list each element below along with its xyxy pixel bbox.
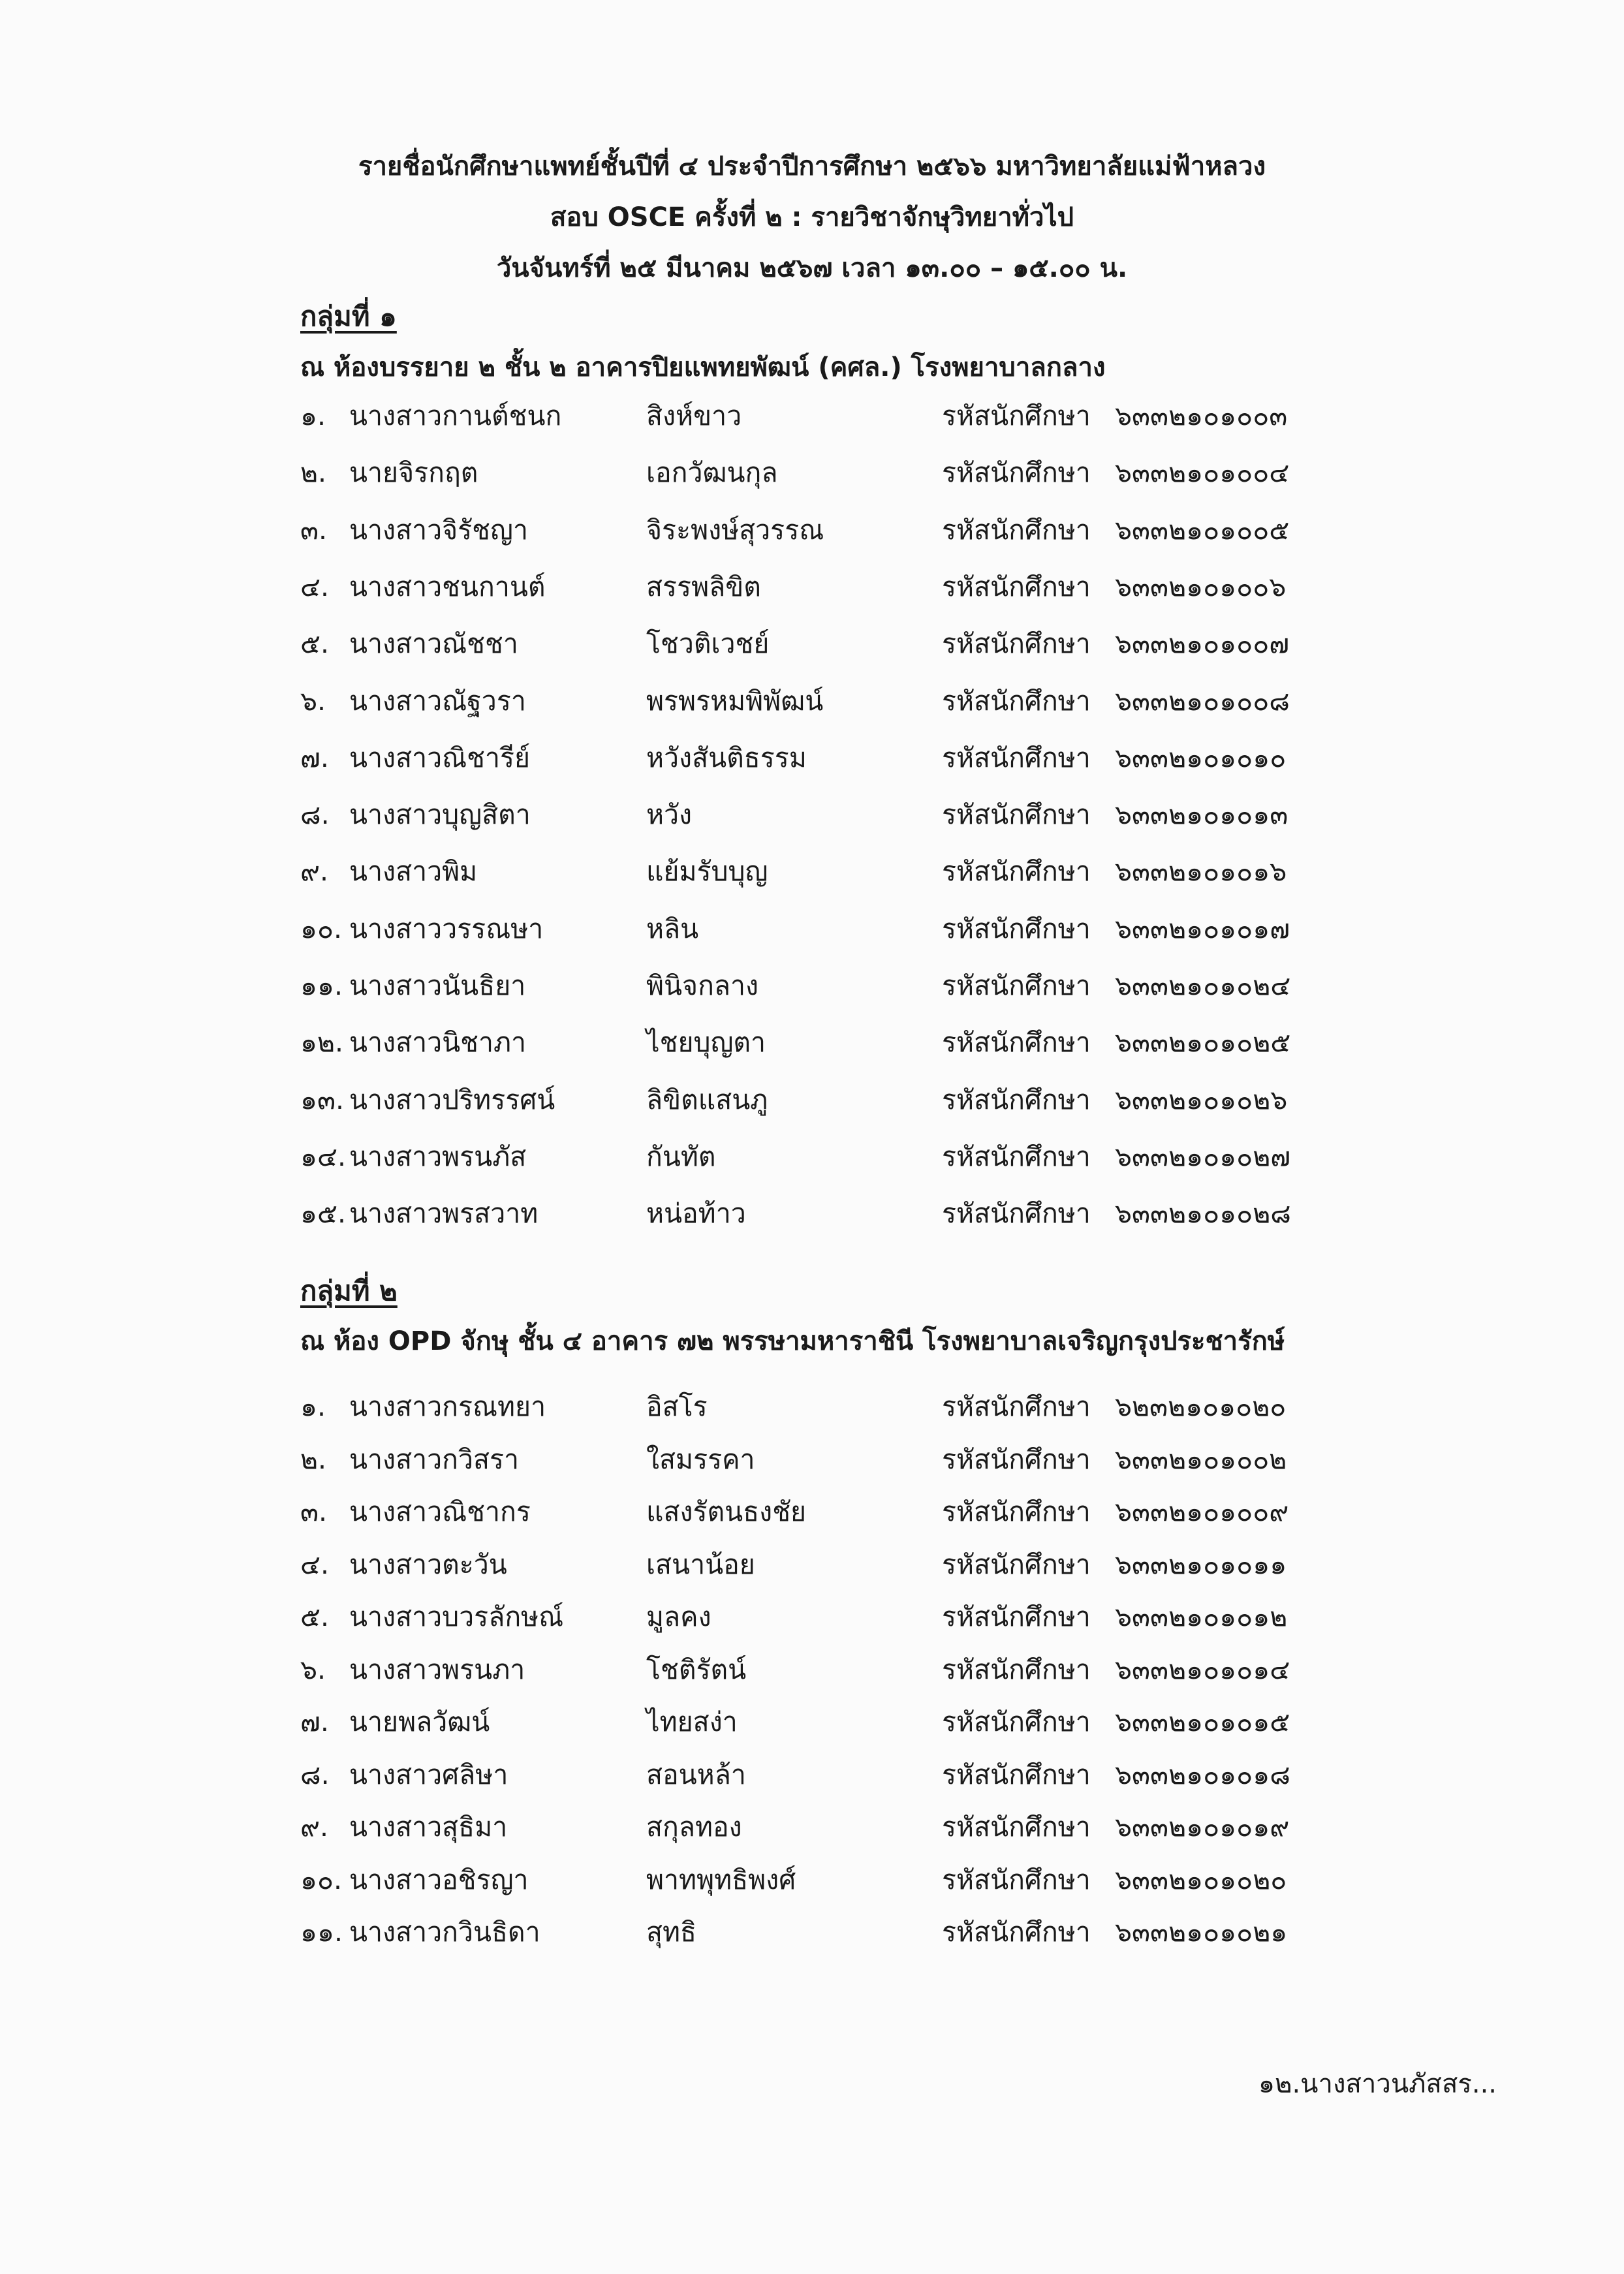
student-id-label: รหัสนักศึกษา: [942, 457, 1091, 489]
student-number: ๕.: [300, 628, 330, 660]
student-first-name: นางสาวณัชชา: [349, 628, 518, 660]
student-id-label: รหัสนักศึกษา: [942, 628, 1091, 660]
student-last-name: โชติรัตน์: [646, 1653, 747, 1685]
student-number: ๗.: [300, 1706, 329, 1737]
student-first-name: นางสาวกวิสรา: [349, 1443, 520, 1475]
student-number: ๑๑.: [300, 970, 343, 1001]
student-first-name: นางสาวกรณทยา: [349, 1391, 546, 1422]
student-row: [0, 1596, 1624, 1648]
student-row: [0, 737, 1624, 789]
student-id-label: รหัสนักศึกษา: [942, 1601, 1091, 1632]
student-last-name: ไทยสง่า: [646, 1706, 738, 1737]
student-id: ๖๓๓๒๑๐๑๐๐๒: [1115, 1443, 1287, 1475]
student-first-name: นางสาวสุธิมา: [349, 1811, 508, 1843]
student-number: ๔.: [300, 1548, 330, 1580]
student-number: ๒.: [300, 457, 327, 489]
student-number: ๑.: [300, 400, 326, 431]
group-1-location: ณ ห้องบรรยาย ๒ ชั้น ๒ อาคารปิยแพทยพัฒน์ (คศล.) โรงพยาบาลกลาง: [300, 352, 1106, 382]
student-row: [0, 1136, 1624, 1188]
student-last-name: หวังสันติธรรม: [646, 741, 807, 773]
student-last-name: พรพรหมพิพัฒน์: [646, 685, 824, 717]
student-id: ๖๓๓๒๑๐๑๐๒๗: [1115, 1140, 1291, 1172]
student-first-name: นางสาวพรนภา: [349, 1653, 525, 1685]
student-number: ๑๐.: [300, 912, 343, 944]
student-id: ๖๓๓๒๑๐๑๐๑๘: [1115, 1758, 1290, 1790]
student-first-name: นางสาวกวินธิดา: [349, 1916, 540, 1948]
student-number: ๑๐.: [300, 1863, 343, 1895]
student-id-label: รหัสนักศึกษา: [942, 1496, 1091, 1527]
student-id: ๖๓๓๒๑๐๑๐๐๔: [1115, 457, 1290, 489]
student-first-name: นายจิรกฤต: [349, 457, 478, 489]
student-id: ๖๓๓๒๑๐๑๐๑๕: [1115, 1706, 1290, 1737]
student-number: ๖.: [300, 685, 326, 717]
student-first-name: นางสาวตะวัน: [349, 1548, 507, 1580]
student-number: ๘.: [300, 1758, 330, 1790]
student-row: [0, 395, 1624, 447]
student-last-name: หลิน: [646, 912, 699, 944]
student-first-name: นางสาววรรณษา: [349, 912, 544, 944]
student-number: ๒.: [300, 1443, 327, 1475]
student-row: [0, 850, 1624, 903]
student-last-name: เสนาน้อย: [646, 1548, 755, 1580]
student-id: ๖๓๓๒๑๐๑๐๑๔: [1115, 1653, 1290, 1685]
student-id-label: รหัสนักศึกษา: [942, 1811, 1091, 1843]
student-row: [0, 680, 1624, 732]
student-id: ๖๓๓๒๑๐๑๐๐๖: [1115, 570, 1287, 602]
student-number: ๖.: [300, 1653, 326, 1685]
student-id: ๖๓๓๒๑๐๑๐๒๖: [1115, 1083, 1288, 1115]
student-first-name: นางสาวพิม: [349, 856, 478, 888]
student-row: [0, 908, 1624, 960]
student-number: ๑๑.: [300, 1916, 343, 1948]
student-row: [0, 1649, 1624, 1701]
student-id: ๖๓๓๒๑๐๑๐๒๔: [1115, 970, 1291, 1001]
student-id: ๖๓๓๒๑๐๑๐๒๘: [1115, 1198, 1291, 1230]
student-id: ๖๓๓๒๑๐๑๐๐๕: [1115, 514, 1290, 546]
student-id-label: รหัสนักศึกษา: [942, 1027, 1091, 1059]
student-first-name: นางสาวจิรัชญา: [349, 514, 528, 546]
student-row: [0, 1911, 1624, 1963]
student-first-name: นางสาวบวรลักษณ์: [349, 1601, 564, 1632]
student-row: [0, 1754, 1624, 1806]
header-line-2: สอบ OSCE ครั้งที่ ๒ : รายวิชาจักษุวิทยาทั่วไป: [550, 202, 1074, 232]
student-last-name: โชวติเวชย์: [646, 628, 770, 660]
student-row: [0, 1701, 1624, 1753]
student-last-name: สกุลทอง: [646, 1811, 742, 1843]
student-number: ๙.: [300, 1811, 329, 1843]
student-number: ๑.: [300, 1391, 326, 1422]
student-number: ๓.: [300, 1496, 328, 1527]
student-id: ๖๓๓๒๑๐๑๐๑๓: [1115, 799, 1288, 831]
group-2-location: ณ ห้อง OPD จักษุ ชั้น ๔ อาคาร ๗๒ พรรษามหาราชินี โรงพยาบาลเจริญกรุงประชารักษ์: [300, 1326, 1285, 1356]
student-id-label: รหัสนักศึกษา: [942, 912, 1091, 944]
student-id: ๖๓๓๒๑๐๑๐๑๖: [1115, 856, 1287, 888]
group-1-title: กลุ่มที่ ๑: [300, 300, 397, 332]
student-id-label: รหัสนักศึกษา: [942, 685, 1091, 717]
student-first-name: นางสาวณัฐวรา: [349, 685, 526, 717]
student-number: ๑๒.: [300, 1027, 344, 1059]
student-last-name: มูลคง: [646, 1601, 711, 1632]
student-id: ๖๒๓๒๑๐๑๐๒๐: [1115, 1391, 1287, 1422]
student-id-label: รหัสนักศึกษา: [942, 1548, 1091, 1580]
student-last-name: ลิขิตแสนภู: [646, 1083, 768, 1115]
continuation-note: ๑๒.นางสาวนภัสสร...: [1258, 2069, 1497, 2099]
student-row: [0, 452, 1624, 504]
student-id-label: รหัสนักศึกษา: [942, 1863, 1091, 1895]
student-id-label: รหัสนักศึกษา: [942, 970, 1091, 1001]
student-row: [0, 509, 1624, 561]
student-last-name: แสงรัตนธงชัย: [646, 1496, 807, 1527]
student-id-label: รหัสนักศึกษา: [942, 799, 1091, 831]
student-row: [0, 566, 1624, 618]
student-last-name: หวัง: [646, 799, 693, 831]
student-row: [0, 1386, 1624, 1438]
student-id: ๖๓๓๒๑๐๑๐๒๑: [1115, 1916, 1288, 1948]
student-last-name: อิสโร: [646, 1391, 708, 1422]
student-id: ๖๓๓๒๑๐๑๐๐๘: [1115, 685, 1290, 717]
student-row: [0, 623, 1624, 675]
student-id-label: รหัสนักศึกษา: [942, 1443, 1091, 1475]
student-first-name: นางสาวนันธิยา: [349, 970, 526, 1001]
student-row: [0, 1806, 1624, 1858]
student-id: ๖๓๓๒๑๐๑๐๑๐: [1115, 741, 1287, 773]
header-line-3: วันจันทร์ที่ ๒๕ มีนาคม ๒๕๖๗ เวลา ๑๓.๐๐ – ๑๕.๐๐ น.: [496, 253, 1128, 283]
student-id-label: รหัสนักศึกษา: [942, 1140, 1091, 1172]
student-id: ๖๓๓๒๑๐๑๐๒๕: [1115, 1027, 1291, 1059]
student-id: ๖๓๓๒๑๐๑๐๐๗: [1115, 628, 1290, 660]
student-row: [0, 1021, 1624, 1074]
student-number: ๗.: [300, 741, 329, 773]
student-number: ๓.: [300, 514, 328, 546]
student-id: ๖๓๓๒๑๐๑๐๐๙: [1115, 1496, 1289, 1527]
student-first-name: นางสาวนิชาภา: [349, 1027, 527, 1059]
student-id: ๖๓๓๒๑๐๑๐๒๐: [1115, 1863, 1287, 1895]
student-id-label: รหัสนักศึกษา: [942, 856, 1091, 888]
student-first-name: นางสาวชนกานต์: [349, 570, 546, 602]
student-number: ๙.: [300, 856, 329, 888]
student-id-label: รหัสนักศึกษา: [942, 514, 1091, 546]
student-last-name: สิงห์ขาว: [646, 400, 742, 431]
student-first-name: นางสาวปริทรรศน์: [349, 1083, 555, 1115]
student-last-name: สรรพลิขิต: [646, 570, 761, 602]
student-id-label: รหัสนักศึกษา: [942, 1706, 1091, 1737]
student-last-name: สอนหล้า: [646, 1758, 746, 1790]
student-id-label: รหัสนักศึกษา: [942, 1391, 1091, 1422]
student-last-name: พาทพุทธิพงศ์: [646, 1863, 796, 1895]
student-first-name: นางสาวณิชากร: [349, 1496, 531, 1527]
student-last-name: เอกวัฒนกุล: [646, 457, 778, 489]
student-row: [0, 1439, 1624, 1491]
student-number: ๑๕.: [300, 1198, 347, 1230]
student-row: [0, 1079, 1624, 1131]
student-id: ๖๓๓๒๑๐๑๐๑๙: [1115, 1811, 1290, 1843]
student-id-label: รหัสนักศึกษา: [942, 570, 1091, 602]
student-id: ๖๓๓๒๑๐๑๐๑๑: [1115, 1548, 1287, 1580]
student-last-name: สุทธิ: [646, 1916, 697, 1948]
student-row: [0, 965, 1624, 1017]
student-first-name: นางสาวพรนภัส: [349, 1140, 527, 1172]
student-first-name: นายพลวัฒน์: [349, 1706, 490, 1737]
student-first-name: นางสาวพรสวาท: [349, 1198, 539, 1230]
student-first-name: นางสาวกานต์ชนก: [349, 400, 562, 431]
student-id-label: รหัสนักศึกษา: [942, 1916, 1091, 1948]
student-row: [0, 794, 1624, 846]
header-line-1: รายชื่อนักศึกษาแพทย์ชั้นปีที่ ๔ ประจำปีการศึกษา ๒๕๖๖ มหาวิทยาลัยแม่ฟ้าหลวง: [358, 151, 1266, 181]
student-row: [0, 1859, 1624, 1911]
student-number: ๑๔.: [300, 1140, 347, 1172]
student-last-name: แย้มรับบุญ: [646, 856, 768, 888]
student-id: ๖๓๓๒๑๐๑๐๑๗: [1115, 912, 1290, 944]
student-id-label: รหัสนักศึกษา: [942, 1083, 1091, 1115]
student-last-name: หน่อท้าว: [646, 1198, 746, 1230]
student-id-label: รหัสนักศึกษา: [942, 1758, 1091, 1790]
student-number: ๕.: [300, 1601, 330, 1632]
group-2-title: กลุ่มที่ ๒: [300, 1275, 398, 1307]
student-id: ๖๓๓๒๑๐๑๐๐๓: [1115, 400, 1288, 431]
student-first-name: นางสาวอชิรญา: [349, 1863, 529, 1895]
student-first-name: นางสาวบุญสิตา: [349, 799, 531, 831]
student-last-name: กันทัต: [646, 1140, 716, 1172]
student-id-label: รหัสนักศึกษา: [942, 1653, 1091, 1685]
student-first-name: นางสาวณิชารีย์: [349, 741, 531, 773]
student-last-name: ใสมรรคา: [646, 1443, 755, 1475]
student-row: [0, 1192, 1624, 1245]
student-id-label: รหัสนักศึกษา: [942, 400, 1091, 431]
student-number: ๘.: [300, 799, 330, 831]
student-id-label: รหัสนักศึกษา: [942, 1198, 1091, 1230]
student-id-label: รหัสนักศึกษา: [942, 741, 1091, 773]
student-last-name: จิระพงษ์สุวรรณ: [646, 514, 824, 546]
student-last-name: พินิจกลาง: [646, 970, 759, 1001]
student-last-name: ไชยบุญตา: [646, 1027, 766, 1059]
student-id: ๖๓๓๒๑๐๑๐๑๒: [1115, 1601, 1288, 1632]
student-number: ๑๓.: [300, 1083, 345, 1115]
student-row: [0, 1544, 1624, 1596]
student-row: [0, 1491, 1624, 1543]
student-number: ๔.: [300, 570, 330, 602]
student-first-name: นางสาวศลิษา: [349, 1758, 508, 1790]
